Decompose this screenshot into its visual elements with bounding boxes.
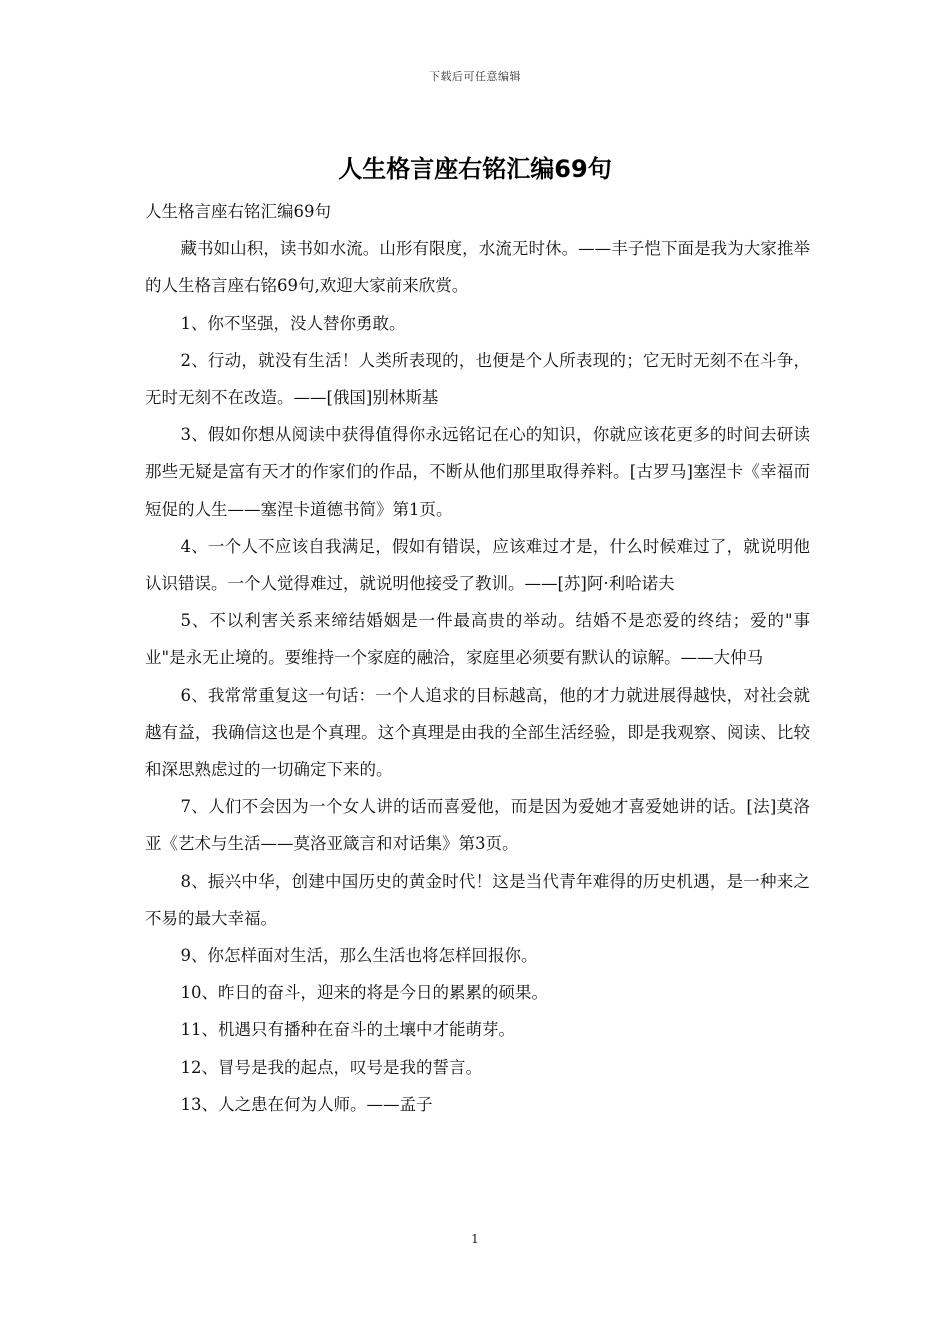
quote-item-13: 13、人之患在何为人师。——孟子 — [180, 1094, 433, 1114]
page-header-note: 下载后可任意编辑 — [429, 70, 521, 83]
quote-item-2: 2、行动，就没有生活！人类所表现的，也便是个人所表现的；它无时无刻不在斗争，无时无刻不在改造。——[俄国]别林斯基 — [145, 350, 810, 408]
quote-item-8: 8、振兴中华，创建中国历史的黄金时代！这是当代青年难得的历史机遇，是一种来之不易的最大幸福。 — [145, 871, 810, 928]
quote-item-6: 6、我常常重复这一句话：一个人追求的目标越高，他的才力就进展得越快，对社会就越有益，我确信这也是个真理。这个真理是由我的全部生活经验，即是我观察、阅读、比较和深思熟虑过的一切确定下来的。 — [145, 685, 810, 780]
page-number: 1 — [471, 1232, 479, 1246]
quote-item-7: 7、人们不会因为一个女人讲的话而喜爱他，而是因为爱她才喜爱她讲的话。[法]莫洛亚《艺术与生活——莫洛亚箴言和对话集》第3页。 — [145, 797, 810, 854]
quote-item-10: 10、昨日的奋斗，迎来的将是今日的累累的硕果。 — [180, 983, 548, 1003]
quote-item-4: 4、一个人不应该自我满足，假如有错误，应该难过才是，什么时候难过了，就说明他认识错误。一个人觉得难过，就说明他接受了教训。——[苏]阿·利哈诺夫 — [145, 536, 810, 594]
quote-item-1: 1、你不坚强，没人替你勇敢。 — [180, 313, 406, 333]
document-subtitle: 人生格言座右铭汇编69句 — [145, 202, 331, 221]
quote-item-11: 11、机遇只有播种在奋斗的土壤中才能萌芽。 — [180, 1020, 515, 1040]
intro-paragraph: 藏书如山积，读书如水流。山形有限度，水流无时休。——丰子恺下面是我为大家推举的人生格言座右铭69句,欢迎大家前来欣赏。 — [145, 239, 810, 296]
document-body — [145, 193, 810, 1123]
quote-item-3: 3、假如你想从阅读中获得值得你永远铭记在心的知识，你就应该花更多的时间去研读那些无疑是富有天才的作家们的作品，不断从他们那里取得养料。[古罗马]塞涅卡《幸福而短促的人生——塞涅卡道德书简》第1页。 — [145, 425, 810, 519]
quote-item-9: 9、你怎样面对生活，那么生活也将怎样回报你。 — [180, 946, 538, 966]
quote-item-12: 12、冒号是我的起点，叹号是我的誓言。 — [180, 1057, 482, 1077]
document-title: 人生格言座右铭汇编69句 — [338, 155, 612, 183]
quote-item-5: 5、不以利害关系来缔结婚姻是一件最高贵的举动。结婚不是恋爱的终结；爱的"事业"是永无止境的。要维持一个家庭的融洽，家庭里必须要有默认的谅解。——大仲马 — [145, 611, 810, 668]
